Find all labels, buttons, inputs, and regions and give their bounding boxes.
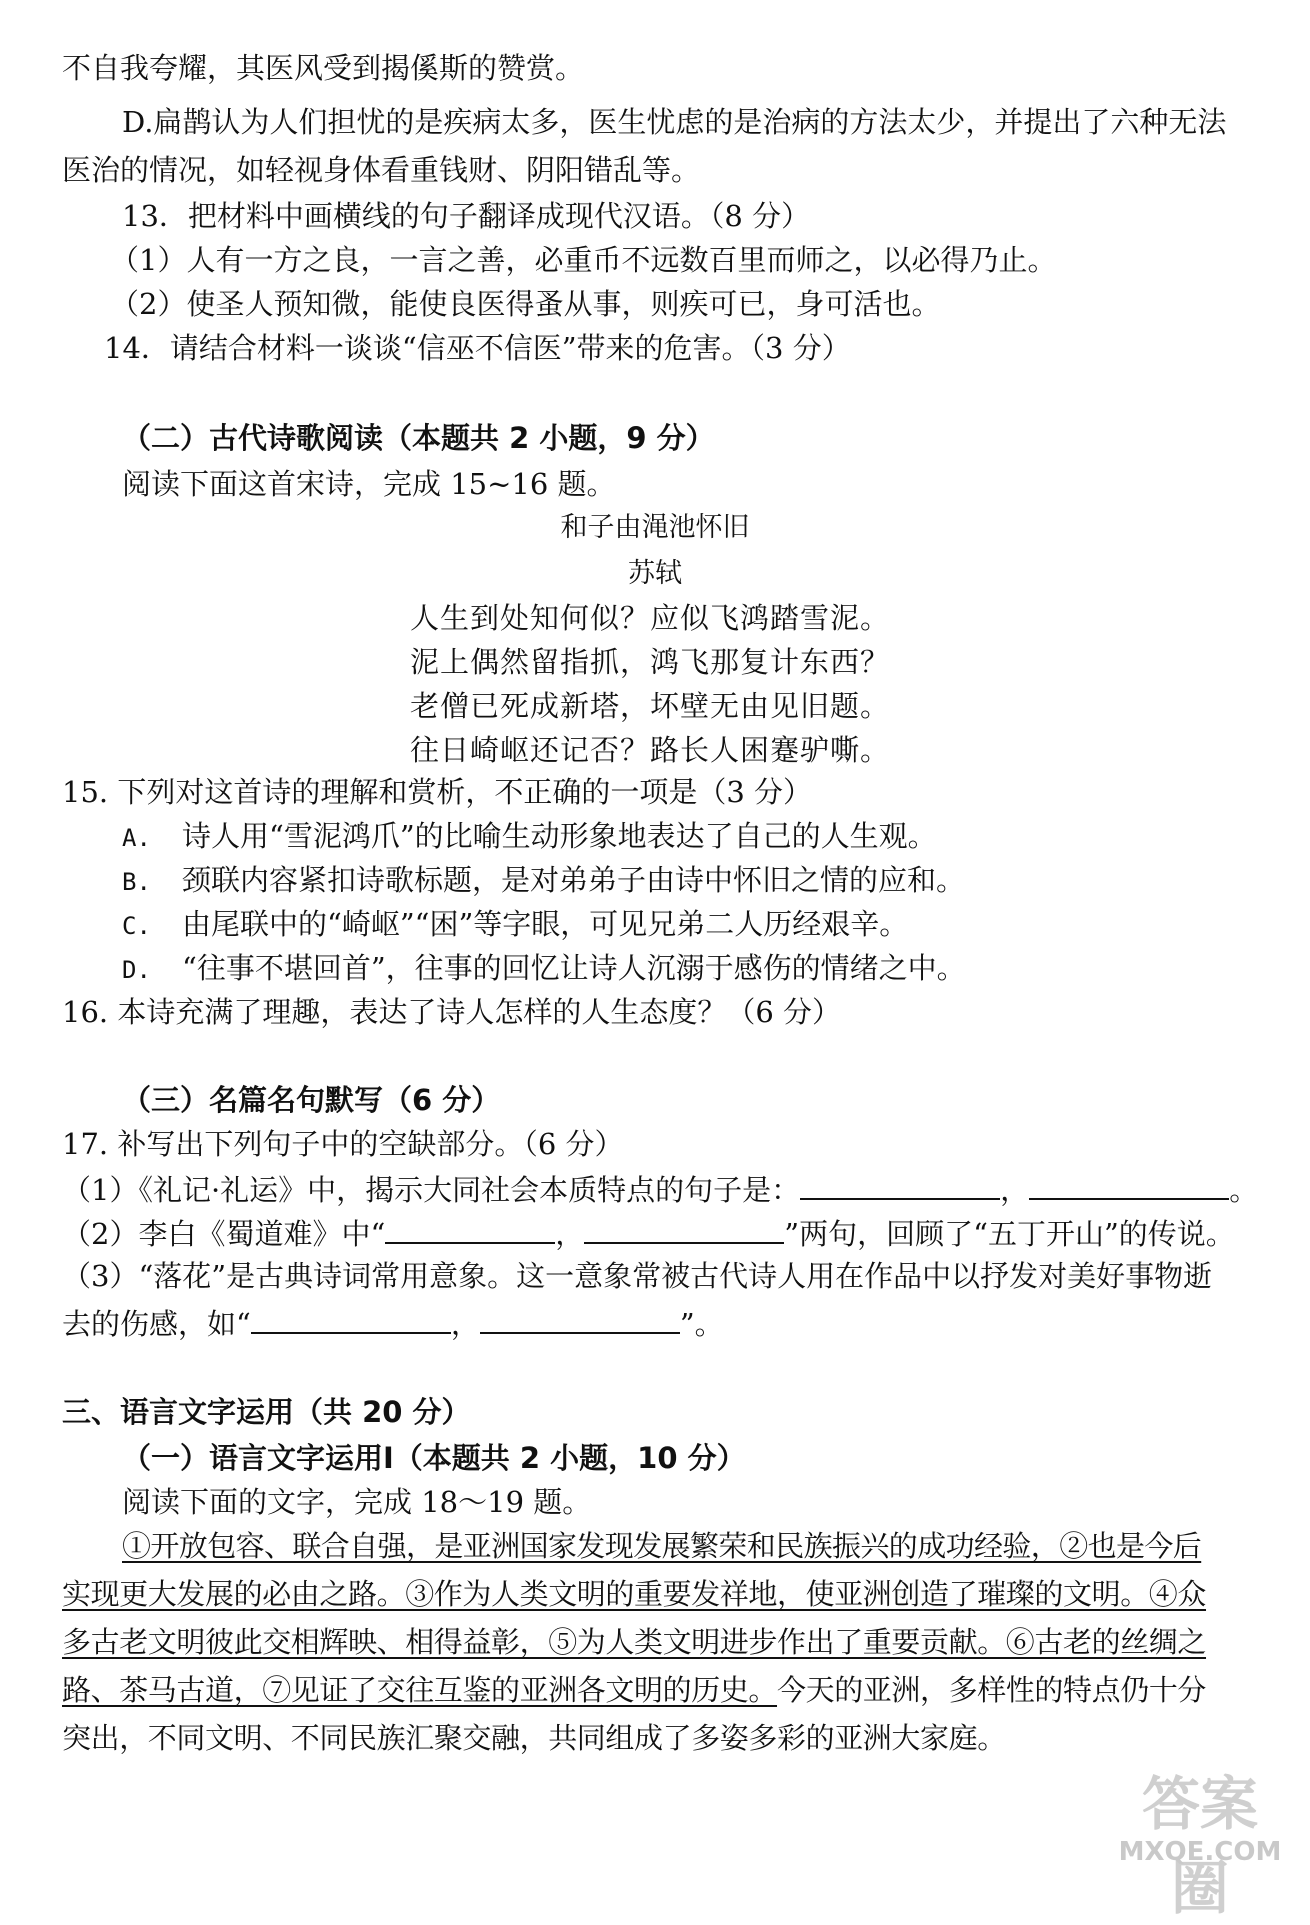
answer-blank[interactable] (385, 1212, 555, 1244)
prompt-text: （1）《礼记·礼运》中，揭示大同社会本质特点的句子是： (62, 1173, 801, 1207)
option-letter: A. (122, 824, 151, 852)
option-d-text: D.扁鹊认为人们担忧的是疾病太多，医生忧虑的是治病的方法太少，并提出了六种无法 (122, 105, 1227, 139)
poem-title: 和子由渑池怀旧 (560, 512, 750, 543)
prompt-text: 去的伤感，如“ (62, 1307, 251, 1341)
option-text: 由尾联中的“崎岖”“困”等字眼，可见兄弟二人历经艰辛。 (182, 907, 909, 941)
separator: ”。 (679, 1307, 724, 1341)
question-13-part-2: （2）使圣人预知微，能使良医得蚤从事，则疾可已，身可活也。 (110, 287, 941, 321)
answer-blank[interactable] (1029, 1168, 1229, 1200)
option-c (122, 904, 908, 944)
poem-line: 人生到处知何似？应似飞鸿踏雪泥。 (410, 601, 891, 635)
language-intro: 阅读下面的文字，完成 18～19 题。 (122, 1485, 592, 1519)
option-letter: D. (122, 956, 151, 984)
poem-line: 往日崎岖还记否？路长人困蹇驴嘶。 (410, 733, 891, 767)
question-15: 15. 下列对这首诗的理解和赏析，不正确的一项是（3 分） (62, 775, 813, 809)
text-line: 不自我夸耀，其医风受到揭傒斯的赞赏。 (62, 51, 585, 85)
question-17-part-3-cont (62, 1302, 724, 1342)
poetry-intro: 阅读下面这首宋诗，完成 15~16 题。 (122, 467, 616, 501)
question-17-part-3: （3）“落花”是古典诗词常用意象。这一意象常被古代诗人用在作品中以抒发对美好事物逝 (62, 1259, 1213, 1293)
separator: ， (555, 1217, 585, 1251)
answer-blank[interactable] (584, 1212, 784, 1244)
prompt-text: （2）李白《蜀道难》中“ (62, 1217, 386, 1251)
watermark-logo (1110, 1757, 1290, 1922)
passage-line: ①开放包容、联合自强，是亚洲国家发现发展繁荣和民族振兴的成功经验，②也是今后 (122, 1529, 1202, 1563)
underlined-text: 路、茶马古道，⑦见证了交往互鉴的亚洲各文明的历史。 (62, 1673, 778, 1707)
passage-line: 突出，不同文明、不同民族汇聚交融，共同组成了多姿多彩的亚洲大家庭。 (62, 1721, 1006, 1755)
section-heading-recitation: （三）名篇名句默写（6 分） (122, 1083, 501, 1117)
watermark-url: MXQE.COM (1118, 1837, 1282, 1867)
option-text: “往事不堪回首”，往事的回忆让诗人沉溺于感伤的情绪之中。 (182, 951, 966, 985)
answer-blank[interactable] (251, 1302, 451, 1334)
poem-author: 苏轼 (628, 558, 682, 589)
separator: ， (450, 1307, 480, 1341)
prompt-text: ”两句，回顾了“五丁开山”的传说。 (784, 1217, 1235, 1251)
passage-line: 多古老文明彼此交相辉映、相得益彰，⑤为人类文明进步作出了重要贡献。⑥古老的丝绸之 (62, 1625, 1207, 1659)
passage-line: 实现更大发展的必由之路。③作为人类文明的重要发祥地，使亚洲创造了璀璨的文明。④众 (62, 1577, 1207, 1611)
subsection-heading: （一）语言文字运用Ⅰ（本题共 2 小题，10 分） (122, 1441, 746, 1475)
answer-blank[interactable] (800, 1168, 1000, 1200)
question-16: 16. 本诗充满了理趣，表达了诗人怎样的人生态度？（6 分） (62, 995, 842, 1029)
question-17: 17. 补写出下列句子中的空缺部分。（6 分） (62, 1127, 624, 1161)
poem-line: 老僧已死成新塔，坏壁无由见旧题。 (410, 689, 891, 723)
passage-text: 今天的亚洲，多样性的特点仍十分 (777, 1673, 1207, 1707)
text-line: 医治的情况，如轻视身体看重钱财、阴阳错乱等。 (62, 153, 701, 187)
section-heading-poetry: （二）古代诗歌阅读（本题共 2 小题，9 分） (122, 421, 715, 455)
question-13-part-1: （1）人有一方之良，一言之善，必重币不远数百里而师之，以必得乃止。 (110, 243, 1057, 277)
question-13: 13．把材料中画横线的句子翻译成现代汉语。（8 分） (122, 199, 811, 233)
question-17-part-1 (62, 1168, 1258, 1208)
watermark-text: 答案圈 (1141, 1770, 1258, 1922)
part-heading-language: 三、语言文字运用（共 20 分） (62, 1395, 471, 1429)
option-a (122, 816, 937, 856)
option-b (122, 860, 965, 900)
option-text: 颈联内容紧扣诗歌标题，是对弟弟子由诗中怀旧之情的应和。 (182, 863, 966, 897)
option-letter: B. (122, 868, 151, 896)
poem-line: 泥上偶然留指抓，鸿飞那复计东西？ (410, 645, 891, 679)
question-14: 14．请结合材料一谈谈“信巫不信医”带来的危害。（3 分） (104, 331, 851, 365)
passage-line (62, 1670, 1206, 1710)
option-letter: C. (122, 912, 151, 940)
question-17-part-2 (62, 1212, 1235, 1252)
separator: 。 (1229, 1173, 1259, 1207)
option-text: 诗人用“雪泥鸿爪”的比喻生动形象地表达了自己的人生观。 (182, 819, 937, 853)
answer-blank[interactable] (480, 1302, 680, 1334)
separator: ， (1000, 1173, 1030, 1207)
option-d (122, 948, 966, 988)
